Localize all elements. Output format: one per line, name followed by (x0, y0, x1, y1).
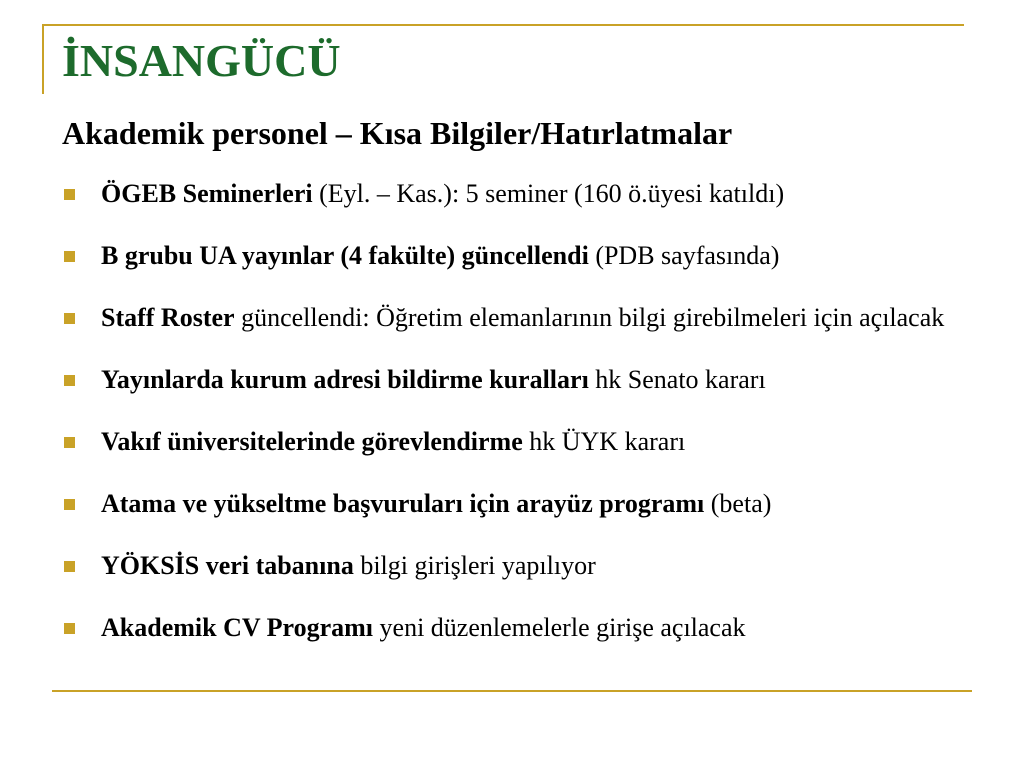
item-bold-text: Yayınlarda kurum adresi bildirme kuralları (101, 365, 589, 394)
item-bold-text: B grubu UA yayınlar (4 fakülte) güncellendi (101, 241, 589, 270)
bullet-list (62, 172, 992, 668)
item-text: (PDB sayfasında) (588, 241, 780, 270)
slide-subtitle: Akademik personel – Kısa Bilgiler/Hatırlatmalar (62, 115, 733, 151)
item-text: güncellendi: Öğretim elemanlarının bilgi girebilmeleri için açılacak (234, 303, 945, 332)
square-bullet-icon (64, 499, 75, 510)
title-frame-top-line (42, 24, 964, 26)
item-text: hk Senato kararı (588, 365, 766, 394)
square-bullet-icon (64, 313, 75, 324)
square-bullet-icon (64, 623, 75, 634)
square-bullet-icon (64, 561, 75, 572)
item-bold-text: Atama ve yükseltme başvuruları için arayüz programı (101, 489, 705, 518)
square-bullet-icon (64, 437, 75, 448)
item-bold-text: Vakıf üniversitelerinde görevlendirme (101, 427, 523, 456)
item-text: (beta) (704, 489, 772, 518)
bottom-rule-line (52, 690, 972, 692)
list-item (62, 234, 992, 277)
item-text: bilgi girişleri yapılıyor (353, 551, 596, 580)
list-item (62, 482, 992, 525)
square-bullet-icon (64, 375, 75, 386)
item-text: (Eyl. – Kas.): 5 seminer (160 ö.üyesi katıldı) (312, 179, 785, 208)
item-text: yeni düzenlemelerle girişe açılacak (373, 613, 746, 642)
item-bold-text: YÖKSİS veri tabanına (101, 551, 354, 580)
item-bold-text: ÖGEB Seminerleri (101, 179, 313, 208)
list-item (62, 358, 992, 401)
item-bold-text: Akademik CV Programı (101, 613, 374, 642)
list-item (62, 544, 992, 587)
slide-title: İNSANGÜCÜ (62, 35, 341, 86)
square-bullet-icon (64, 189, 75, 200)
list-item (62, 606, 992, 649)
item-text: hk ÜYK kararı (522, 427, 686, 456)
item-bold-text: Staff Roster (101, 303, 235, 332)
list-item (62, 420, 992, 463)
square-bullet-icon (64, 251, 75, 262)
title-frame-left-line (42, 24, 44, 94)
list-item (62, 296, 992, 339)
list-item (62, 172, 992, 215)
